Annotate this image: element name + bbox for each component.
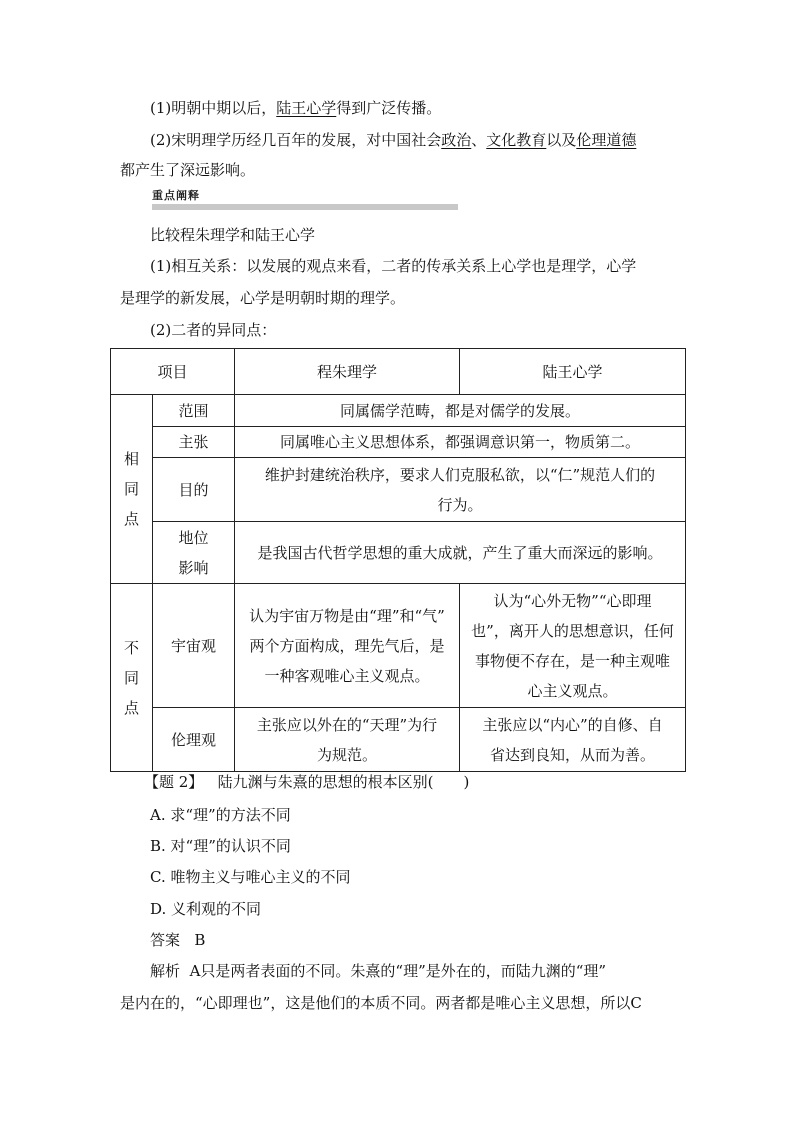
content-line: 事物便不存在，是一种主观唯 bbox=[475, 651, 671, 670]
label-char: 点 bbox=[123, 510, 139, 528]
analysis-text: A只是两者表面的不同。朱熹的“理”是外在的，而陆九渊的“理” bbox=[189, 962, 607, 980]
row-content: 同属儒学范畴，都是对儒学的发展。 bbox=[235, 395, 686, 427]
header-chengzhu: 程朱理学 bbox=[235, 349, 460, 395]
row-content: 是我国古代哲学思想的重大成就，产生了重大而深远的影响。 bbox=[235, 522, 686, 584]
chengzhu-cell bbox=[235, 584, 460, 708]
analysis-label: 解析 bbox=[150, 962, 181, 980]
option-c: C. 唯物主义与唯心主义的不同 bbox=[150, 868, 351, 886]
label-char: 不 bbox=[123, 638, 139, 657]
content-line: 主张应以“内心”的自修、自 bbox=[482, 715, 663, 734]
answer-value: B bbox=[194, 931, 206, 949]
chengzhu-cell bbox=[235, 708, 460, 772]
relation-line-1: (1)相互关系：以发展的观点来看，二者的传承关系上心学也是理学，心学 bbox=[150, 257, 637, 275]
luwang-cell bbox=[460, 584, 686, 708]
row-name: 宇宙观 bbox=[153, 584, 235, 708]
option-b: B. 对“理”的认识不同 bbox=[150, 837, 291, 855]
name-line: 影响 bbox=[178, 558, 209, 577]
relation-line-2: 是理学的新发展，心学是明朝时期的理学。 bbox=[120, 289, 406, 307]
label-char: 相 bbox=[123, 450, 139, 468]
row-name: 范围 bbox=[153, 395, 235, 427]
answer-label: 答案 bbox=[150, 931, 181, 949]
option-a: A. 求“理”的方法不同 bbox=[150, 806, 291, 824]
intro-text: 以及 bbox=[546, 131, 577, 149]
underlined-term: 伦理道德 bbox=[576, 131, 637, 149]
content-line: 行为。 bbox=[437, 495, 483, 514]
row-name: 伦理观 bbox=[153, 708, 235, 772]
header-item: 项目 bbox=[111, 349, 235, 395]
label-char: 点 bbox=[123, 698, 139, 717]
row-name bbox=[153, 522, 235, 584]
analysis-line-2: 是内在的，“心即理也”，这是他们的本质不同。两者都是唯心主义思想，所以C bbox=[120, 994, 642, 1012]
intro-line-3: 都产生了深远影响。 bbox=[120, 161, 256, 179]
question-stem: 陆九渊与朱熹的思想的根本区别( ) bbox=[217, 773, 470, 791]
table-row bbox=[111, 584, 686, 708]
header-luwang: 陆王心学 bbox=[460, 349, 686, 395]
table-row bbox=[111, 427, 686, 458]
content-line: 也”，离开人的思想意识，任何 bbox=[471, 621, 674, 640]
content-line: 认为“心外无物”“心即理 bbox=[493, 591, 652, 610]
intro-text: 得到广泛传播。 bbox=[336, 99, 442, 117]
same-points-label bbox=[111, 395, 153, 584]
diff-points-label bbox=[111, 584, 153, 772]
section-divider bbox=[152, 204, 458, 210]
table-header-row bbox=[111, 349, 686, 395]
row-name: 主张 bbox=[153, 427, 235, 458]
row-content: 同属唯心主义思想体系，都强调意识第一，物质第二。 bbox=[235, 427, 686, 458]
content-line: 心主义观点。 bbox=[527, 681, 618, 700]
content-line: 主张应以外在的“天理”为行 bbox=[256, 715, 438, 734]
content-line: 省达到良知，从而为善。 bbox=[490, 745, 656, 764]
question-stem-line bbox=[144, 772, 469, 792]
intro-text: (2)宋明理学历经几百年的发展，对中国社会 bbox=[150, 131, 442, 149]
compare-title: 比较程朱理学和陆王心学 bbox=[150, 226, 316, 244]
intro-line-1 bbox=[150, 98, 441, 118]
label-char: 同 bbox=[123, 480, 139, 498]
comparison-table bbox=[110, 348, 686, 772]
analysis-line-1 bbox=[150, 961, 606, 981]
table-row bbox=[111, 395, 686, 427]
comparison-intro: (2)二者的异同点： bbox=[150, 321, 277, 339]
content-line: 两个方面构成，理先气后，是 bbox=[249, 636, 445, 655]
row-content bbox=[235, 458, 686, 522]
row-name: 目的 bbox=[153, 458, 235, 522]
content-line: 一种客观唯心主义观点。 bbox=[264, 666, 430, 685]
name-line: 地位 bbox=[178, 528, 209, 547]
content-line: 维护封建统治秩序，要求人们克服私欲，以“仁”规范人们的 bbox=[264, 465, 656, 484]
intro-text: (1)明朝中期以后， bbox=[150, 99, 277, 117]
underlined-term: 文化教育 bbox=[486, 131, 547, 149]
table-row bbox=[111, 522, 686, 584]
table-row bbox=[111, 708, 686, 772]
luwang-cell bbox=[460, 708, 686, 772]
intro-text: 、 bbox=[471, 131, 487, 149]
table-row bbox=[111, 458, 686, 522]
section-header bbox=[152, 189, 458, 210]
question-label: 【题 2】 bbox=[144, 773, 204, 791]
intro-line-2 bbox=[150, 130, 636, 150]
content-line: 为规范。 bbox=[317, 745, 378, 764]
answer-line bbox=[150, 930, 205, 950]
option-d: D. 义利观的不同 bbox=[150, 900, 262, 918]
content-line: 认为宇宙万物是由“理”和“气” bbox=[249, 606, 445, 625]
section-label: 重点阐释 bbox=[152, 189, 200, 202]
label-char: 同 bbox=[123, 668, 139, 687]
underlined-term: 政治 bbox=[441, 131, 472, 149]
underlined-term: 陆王心学 bbox=[276, 99, 337, 117]
